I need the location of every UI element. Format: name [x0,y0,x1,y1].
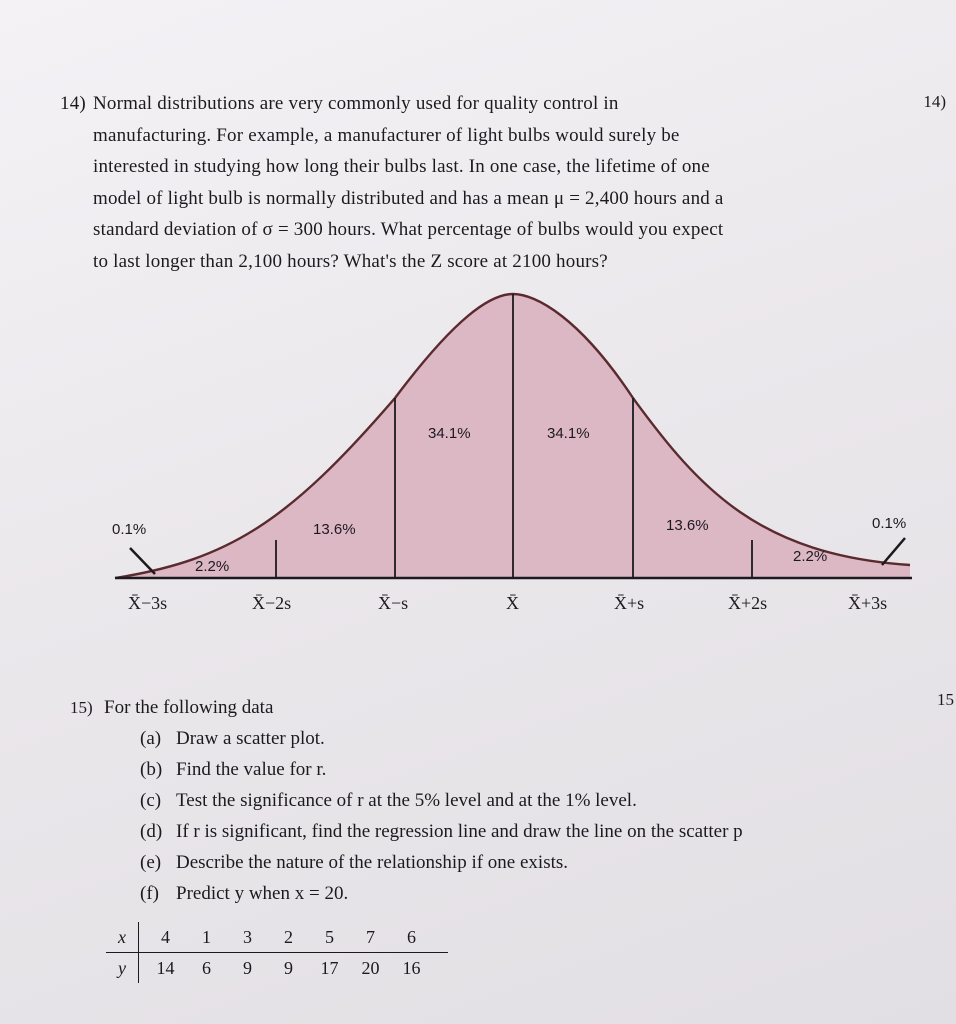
row-header-y: y [118,957,126,978]
region-label-left-center: 34.1% [428,425,471,442]
sub-question-tag: (e) [140,852,162,873]
region-label-right-2s-3s: 2.2% [793,548,828,565]
sub-question-e [140,847,930,878]
data-table [106,922,448,983]
question-number: 14) [60,93,86,114]
table-cell: 6 [202,957,211,978]
margin-question-number: 14) [923,92,946,111]
sub-question-tag: (f) [140,883,159,904]
table-row-x [106,922,448,952]
table-cell: 2 [284,926,293,947]
sub-question-text: Draw a scatter plot. [176,728,325,749]
sub-question-a [140,723,930,754]
axis-label-minus-2s: X̄−2s [252,593,292,613]
sub-question-tag: (a) [140,728,162,749]
row-values [138,953,432,983]
text-line: Normal distributions are very commonly used for quality control in [93,93,619,114]
table-cell: 9 [243,957,252,978]
region-label-right-center: 34.1% [547,425,590,442]
question-15 [70,692,930,909]
axis-label-plus-2s: X̄+2s [728,593,768,613]
table-cell: 9 [284,957,293,978]
row-header-x: x [118,926,126,947]
table-cell: 6 [407,926,416,947]
sub-question-text: Predict y when x = 20. [176,883,349,904]
sub-question-tag: (d) [140,821,163,842]
row-values [138,922,432,952]
table-cell: 4 [161,926,170,947]
text-line: to last longer than 2,100 hours? What's the Z score at 2100 hours? [93,250,608,272]
sub-question-tag: (b) [140,759,163,780]
region-label-left-1s-2s: 13.6% [313,521,356,538]
table-cell: 17 [320,957,339,978]
region-label-right-1s-2s: 13.6% [666,517,709,534]
right-tail-pointer [882,538,905,565]
axis-label-plus-3s: X̄+3s [848,593,888,613]
table-row-y [106,953,448,983]
left-tail-pointer [130,548,155,574]
sub-question-text: Test the significance of r at the 5% level and at the 1% level. [176,790,637,811]
region-label-left-tail: 0.1% [112,521,147,538]
question-heading: For the following data [104,697,274,718]
sub-question-text: Find the value for r. [176,759,327,780]
sub-question-text: Describe the nature of the relationship if one exists. [176,852,569,873]
table-cell: 20 [361,957,380,978]
table-cell: 14 [156,957,175,978]
axis-label-minus-1s: X̄−s [378,593,409,613]
region-label-right-tail: 0.1% [872,515,907,532]
text-line: model of light bulb is normally distributed and has a mean μ = 2,400 hours and a [93,187,724,209]
sub-question-tag: (c) [140,790,162,811]
sub-question-d [140,816,930,847]
axis-label-mean: X̄ [506,593,519,613]
text-line: manufacturing. For example, a manufacturer of light bulbs would surely be [93,124,680,146]
text-line: interested in studying how long their bulbs last. In one case, the lifetime of one [93,156,710,177]
axis-label-minus-3s: X̄−3s [128,593,168,613]
sub-question-text: If r is significant, find the regression line and draw the line on the scatter p [176,821,743,842]
region-label-left-2s-3s: 2.2% [195,558,230,575]
text-line: standard deviation of σ = 300 hours. What percentage of bulbs would you expect [93,219,724,240]
table-cell: 1 [202,926,211,947]
sub-question-c [140,785,930,816]
table-cell: 3 [243,926,252,947]
question-number: 15) [70,698,93,717]
sub-question-f [140,878,930,909]
sub-question-b [140,754,930,785]
table-cell: 5 [325,926,334,947]
table-cell: 7 [366,926,375,947]
margin-question-number: 15 [937,690,954,709]
table-cell: 16 [402,957,421,978]
axis-label-plus-1s: X̄+s [614,593,645,613]
